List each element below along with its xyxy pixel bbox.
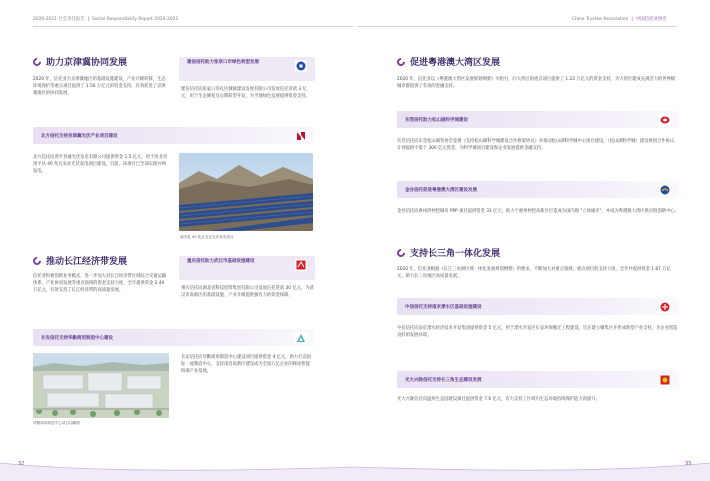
case-title: 东莞信托助力松山湖科学城建设 <box>405 117 468 123</box>
photo-caption: 华勤商用制造中心项目鸟瞰图 <box>33 421 80 425</box>
case-title: 光大兴陇信托支持长三角生态建设发展 <box>405 377 482 383</box>
dongguan-trust-logo <box>659 114 671 126</box>
north-trust-logo <box>295 130 307 142</box>
case-band-jingu <box>397 181 679 198</box>
case-band-dongguan <box>397 111 679 128</box>
case-title: 中信信托支持南京溧水区基础设施建设 <box>405 304 482 310</box>
case-title: 重庆信托助力武汉市基础设施建设 <box>187 259 255 264</box>
header-divider: | <box>631 17 633 22</box>
case-body: 建信信托向张家口崇礼区城镇建设发展有限公司发放信托贷款 3 亿元，用于生态修复及后期转型开发，为当地绿色发展提供资金支持。 <box>181 87 310 100</box>
everbright-trust-logo <box>659 374 671 386</box>
section-body: 2020 年，信托业根据《长江三角洲区域一体化发展规划纲要》的要求，不断加大对重点领域、重点项目的支持力度，全年共提供资金 1.87 万亿元，助力长三角地区高质量发展。 <box>397 267 671 280</box>
case-title: 建信信托助力张家口市绿色转型发展 <box>187 60 259 65</box>
right-page <box>355 0 710 481</box>
section-title-jingjinji: 助力京津冀协同发展 <box>33 55 127 68</box>
citic-trust-logo <box>659 301 671 313</box>
section-ring-icon <box>395 56 406 67</box>
footer-curve <box>0 453 355 481</box>
section-body: 2020 年，信托业以《粤港澳大湾区发展规划纲要》为指引，向大湾区的重点项目提供了 1.23 万亿元的资金支持，为大湾区建成充满活力的世界级城市群提供了有效的金融支持。 <box>397 77 676 90</box>
section-body: 2020 年，信托业为京津冀地区的基础设施建设、产业升级转移、生态环境保护等重点项目提供了 1.50 万亿元的资金支持，有效促进了京津冀地区的协同发展。 <box>33 77 166 97</box>
case-body: 重庆信托向湖北省科技投资集团有限公司发放信托贷款 30 亿元，为武汉市高新区的基础设施、产业升级提供强有力的资金保障。 <box>181 286 314 299</box>
changan-trust-logo <box>295 332 307 344</box>
section-ring-icon <box>31 56 42 67</box>
report-title-cn: 2020-2021 社会责任报告 <box>33 17 85 22</box>
page-number: 33 <box>685 461 692 467</box>
report-header-right <box>572 16 667 22</box>
jingu-trust-logo <box>659 184 671 196</box>
case-body: 北方信托向滦平县通光伏发电有限公司提供资金 1.5 亿元，用于河北省滦平县 40 兆瓦农业光伏发电项目建设。目前，该项目已全部实现并网发电。 <box>33 155 168 175</box>
case-body: 长安信托向华勤商用制造中心建设项目提供资金 4 亿元，助力打造国际一流制造中心，支持南昌高新区建设成为全国万亿企业的移动智能终端产业基地。 <box>181 355 312 375</box>
case-body: 光大兴陇信托向温州生态园建设项目提供资金 7.6 亿元，有力支持了区域内生态环境持续保护能力的提升。 <box>397 397 600 402</box>
case-title: 金谷信托促进粤港澳大湾区建设发展 <box>405 187 477 193</box>
chongqing-trust-logo <box>295 259 307 271</box>
section-body: 信托业积极创新业务模式，进一步加大对长江经济带区域综合交通运输体系、产业协同发展等重点领域的资金支持力度，全年提供资金 2.49 万亿元，有效支持了长江经济带的高质量发展。 <box>33 274 167 294</box>
report-header <box>33 16 178 22</box>
photo-caption: 滦平县 40 兆瓦农业光伏发电项目 <box>180 235 234 239</box>
solar-farm-photo <box>179 153 313 231</box>
section-title-gba: 促进粤港澳大湾区发展 <box>397 55 500 68</box>
case-body: 东莞信托向东莞松山湖管委会签署《支持松山湖科学城建设合作框架协议》并推动松山湖科学城中心项目建设，（松山湖科学城）建设规划合作协议，计划提供不低于 300 亿元资金，为科学城项目建设和企业发展提供金融支持。 <box>397 139 679 152</box>
case-title: 长安信托支持华勤商用制造中心建设 <box>41 335 113 341</box>
case-box-chongqing <box>179 256 315 280</box>
header-rule <box>357 26 677 27</box>
association-name-cn: 中国信托业协会 <box>635 17 667 22</box>
section-ring-icon <box>31 255 42 266</box>
case-body: 金谷信托向惠州湾仲恺城市 PPP 项目提供资金 31 亿元，助力于惠州仲恺高新区打造成为国内现 "立体城市"，并成为粤港澳大湾区供应链创新中心。 <box>397 209 679 214</box>
association-name-en: China Trustee Association <box>572 17 629 22</box>
header-divider: | <box>87 17 90 22</box>
case-band-everbright <box>397 371 679 388</box>
footer-curve <box>355 453 710 481</box>
report-title-en: Social Responsibility Report 2020-2021 <box>92 17 179 22</box>
page-number: 32 <box>18 461 25 467</box>
case-title: 北方信托支持京津冀光伏产业项目建设 <box>41 133 118 139</box>
section-title-yangtze: 推动长江经济带发展 <box>33 254 127 267</box>
construction-bank-logo <box>295 60 307 72</box>
case-body: 中信信托向南京溧水经济技术开发集团提供资金 5 亿元，用于溧水开发区长安环保搬迁工程建设，旨在建立聚集区并形成新型产业支柱，为企业创造良好的发展环境。 <box>397 326 678 339</box>
section-title-yrd: 支持长三角一体化发展 <box>397 246 500 259</box>
factory-aerial-photo <box>33 353 169 418</box>
case-box-jianxin <box>179 57 315 81</box>
case-band-beifang <box>33 127 315 144</box>
case-band-citic <box>397 298 679 315</box>
case-band-changan <box>33 329 315 346</box>
header-rule <box>33 26 353 27</box>
section-ring-icon <box>395 247 406 258</box>
